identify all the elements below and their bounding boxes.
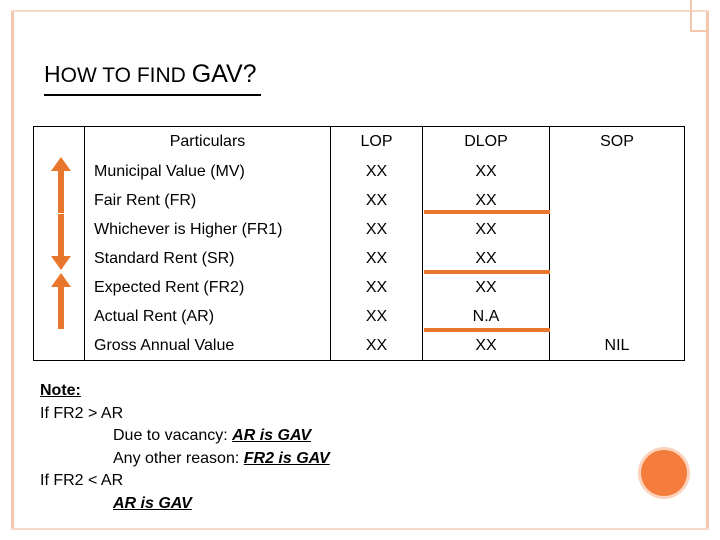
title-first-cap: H: [44, 61, 61, 87]
note-text: Due to vacancy:: [113, 427, 233, 444]
sop-cell: [550, 273, 685, 302]
sop-cell: NIL: [550, 331, 685, 361]
dlop-cell: XX: [423, 273, 550, 302]
lop-cell: XX: [331, 157, 423, 186]
arrow-up-icon: [51, 273, 71, 329]
note-emphasis: AR is GAV: [232, 427, 311, 444]
note-text: Any other reason:: [113, 449, 244, 467]
note-line: If FR2 < AR: [40, 472, 124, 489]
sop-cell: [550, 157, 685, 186]
title-rest: OW TO FIND: [60, 64, 186, 87]
header-arrow-cell: [34, 127, 85, 158]
note-line: [40, 425, 330, 448]
slide-title: [44, 60, 261, 96]
lop-cell: XX: [331, 302, 423, 331]
table-row: [34, 273, 685, 302]
sop-cell: [550, 244, 685, 273]
lop-cell: XX: [331, 186, 423, 215]
arrow-up-icon: [51, 157, 71, 213]
lop-cell: XX: [331, 215, 423, 244]
table-row: [34, 302, 685, 331]
slide-frame-left: [11, 10, 14, 530]
slide-frame-top: [11, 10, 709, 12]
header-sop: SOP: [550, 127, 685, 158]
slide-frame-bottom: [11, 528, 709, 530]
dlop-cell: XX: [423, 186, 550, 215]
particular-cell: Actual Rent (AR): [85, 302, 331, 331]
table-row: [34, 157, 685, 186]
particular-cell: Fair Rent (FR): [85, 186, 331, 215]
dlop-highlight-bar: [424, 270, 550, 274]
title-gav: GAV?: [191, 60, 257, 88]
table-header-row: [34, 127, 685, 158]
header-particulars: Particulars: [85, 127, 331, 158]
note-line: [40, 493, 330, 516]
table-row: [34, 244, 685, 273]
lop-cell: XX: [331, 331, 423, 361]
dlop-highlight-bar: [424, 328, 550, 332]
particular-cell: Municipal Value (MV): [85, 157, 331, 186]
lop-cell: XX: [331, 244, 423, 273]
particular-cell: Gross Annual Value: [85, 331, 331, 361]
sop-cell: [550, 302, 685, 331]
notes-block: [40, 380, 330, 515]
sop-cell: [550, 215, 685, 244]
dlop-cell: XX: [423, 157, 550, 186]
note-emphasis: FR2 is GAV: [243, 449, 330, 467]
dlop-cell: XX: [423, 215, 550, 244]
lop-cell: XX: [331, 273, 423, 302]
decorative-circle: [641, 450, 687, 496]
dlop-highlight-bar: [424, 210, 550, 214]
dlop-cell: N.A: [423, 302, 550, 331]
dlop-cell: XX: [423, 331, 550, 361]
note-emphasis: AR is GAV: [113, 494, 192, 512]
table-row: [34, 186, 685, 215]
slide-frame-right: [706, 10, 709, 530]
dlop-cell: XX: [423, 244, 550, 273]
arrow-cell: [34, 331, 85, 361]
note-line: If FR2 > AR: [40, 404, 124, 422]
table-row: [34, 215, 685, 244]
slide-frame-corner: [690, 0, 708, 32]
particular-cell: Whichever is Higher (FR1): [85, 215, 331, 244]
header-dlop: DLOP: [423, 127, 550, 158]
particular-cell: Expected Rent (FR2): [85, 273, 331, 302]
particular-cell: Standard Rent (SR): [85, 244, 331, 273]
table-row: [34, 331, 685, 361]
header-lop: LOP: [331, 127, 423, 158]
note-line: [40, 448, 330, 471]
sop-cell: [550, 186, 685, 215]
arrow-down-icon: [51, 214, 71, 270]
gav-table: [33, 126, 685, 361]
notes-heading: Note:: [40, 382, 81, 399]
